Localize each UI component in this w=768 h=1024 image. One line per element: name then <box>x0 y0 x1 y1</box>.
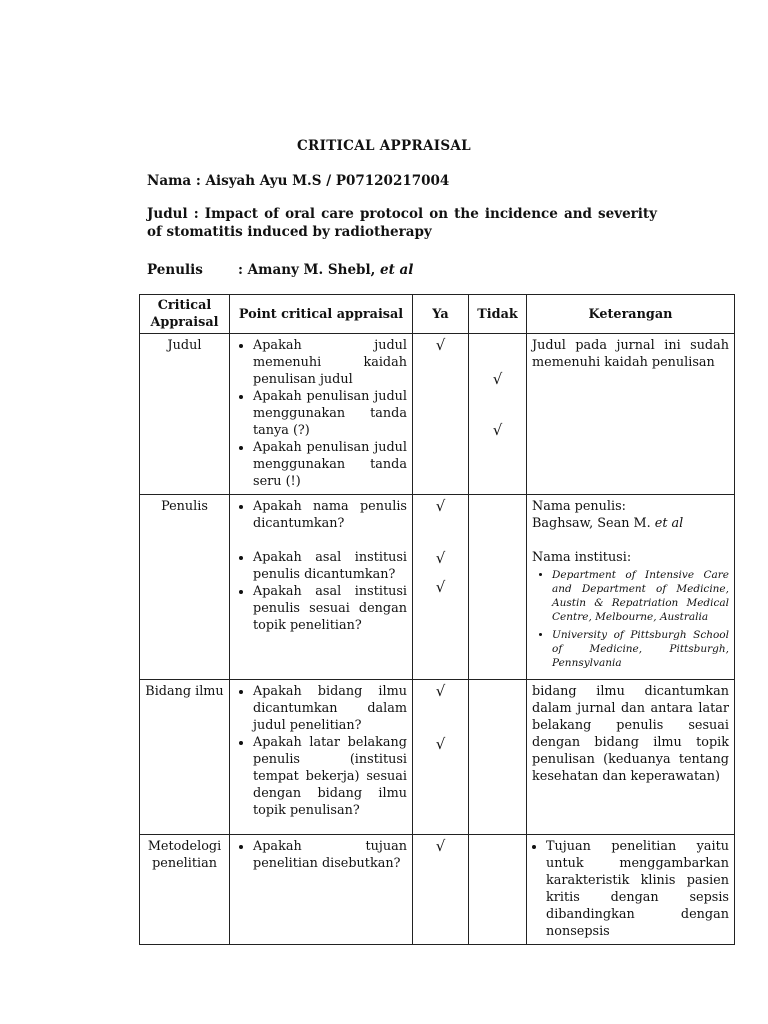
row-label: Bidang ilmu <box>140 680 230 835</box>
point-item: • Apakah penulisan judul menggunakan tanda seru (!) <box>253 439 407 490</box>
author-value: : Amany M. Shebl, <box>238 262 381 278</box>
ya-cell <box>413 680 469 835</box>
points-cell <box>230 334 413 495</box>
point-item: • Apakah asal institusi penulis sesuai dengan topik penelitian? <box>253 583 407 634</box>
check-mark: √ <box>435 549 446 567</box>
table-row <box>140 495 735 680</box>
table-row <box>140 334 735 495</box>
check-mark: √ <box>435 497 446 515</box>
point-item: • Apakah asal institusi penulis dicantumkan? <box>253 549 407 583</box>
row-label: Metodelogi penelitian <box>140 835 230 945</box>
points-cell <box>230 495 413 680</box>
header-ya: Ya <box>413 295 469 334</box>
tidak-cell <box>469 835 527 945</box>
author-label: Penulis <box>147 262 203 278</box>
tidak-cell <box>469 334 527 495</box>
check-mark: √ <box>492 370 503 388</box>
point-item: • Apakah latar belakang penulis (institusi tempat bekerja) sesuai dengan bidang ilmu topik penulisan? <box>253 734 407 819</box>
point-item: • Apakah penulisan judul menggunakan tanda tanya (?) <box>253 388 407 439</box>
author-name-value: Baghsaw, Sean M. et al <box>532 516 684 531</box>
student-name: Nama : Aisyah Ayu M.S / P07120217004 <box>147 173 450 189</box>
keterangan-item: • Tujuan penelitian yaitu untuk menggambarkan karakteristik klinis pasien kritis dengan sepsis dibandingkan dengan nonsepsis <box>546 838 729 940</box>
header-critical-appraisal: Critical Appraisal <box>140 295 230 334</box>
author-line <box>147 261 657 279</box>
ya-cell <box>413 334 469 495</box>
row-label: Penulis <box>140 495 230 680</box>
institution-item: • Department of Intensive Care and Department of Medicine, Austin & Repatriation Medical Centre, Melbourne, Australia <box>552 568 729 624</box>
point-item: • Apakah bidang ilmu dicantumkan dalam judul penelitian? <box>253 683 407 734</box>
keterangan-cell: Judul pada jurnal ini sudah memenuhi kaidah penulisan <box>527 334 735 495</box>
header-point: Point critical appraisal <box>230 295 413 334</box>
header-tidak: Tidak <box>469 295 527 334</box>
check-mark: √ <box>435 735 446 753</box>
document-title: CRITICAL APPRAISAL <box>297 138 471 154</box>
check-mark: √ <box>435 682 446 700</box>
check-mark: √ <box>435 336 446 354</box>
ya-cell <box>413 495 469 680</box>
institution-list <box>532 568 729 670</box>
point-item: • Apakah nama penulis dicantumkan? <box>253 498 407 532</box>
header-keterangan: Keterangan <box>527 295 735 334</box>
journal-title: Judul : Impact of oral care protocol on the incidence and severity of stomatitis induced by radiotherapy <box>147 206 657 240</box>
table-row <box>140 835 735 945</box>
tidak-cell <box>469 680 527 835</box>
table-header-row <box>140 295 735 334</box>
author-name-label: Nama penulis: <box>532 499 626 514</box>
author-etal: et al <box>380 262 414 278</box>
check-mark: √ <box>435 578 446 596</box>
ya-cell <box>413 835 469 945</box>
point-item: • Apakah judul memenuhi kaidah penulisan judul <box>253 337 407 388</box>
points-cell <box>230 680 413 835</box>
appraisal-table <box>139 294 735 945</box>
tidak-cell <box>469 495 527 680</box>
check-mark: √ <box>492 421 503 439</box>
keterangan-cell: bidang ilmu dicantumkan dalam jurnal dan antara latar belakang penulis sesuai dengan bidang ilmu topik penulisan (keduanya tentang kesehatan dan keperawatan) <box>527 680 735 835</box>
institution-label: Nama institusi: <box>532 550 632 565</box>
point-item: • Apakah tujuan penelitian disebutkan? <box>253 838 407 872</box>
keterangan-cell <box>527 835 735 945</box>
table-row <box>140 680 735 835</box>
points-cell <box>230 835 413 945</box>
check-mark: √ <box>435 837 446 855</box>
keterangan-cell <box>527 495 735 680</box>
institution-item: • University of Pittsburgh School of Medicine, Pittsburgh, Pennsylvania <box>552 628 729 670</box>
row-label: Judul <box>140 334 230 495</box>
